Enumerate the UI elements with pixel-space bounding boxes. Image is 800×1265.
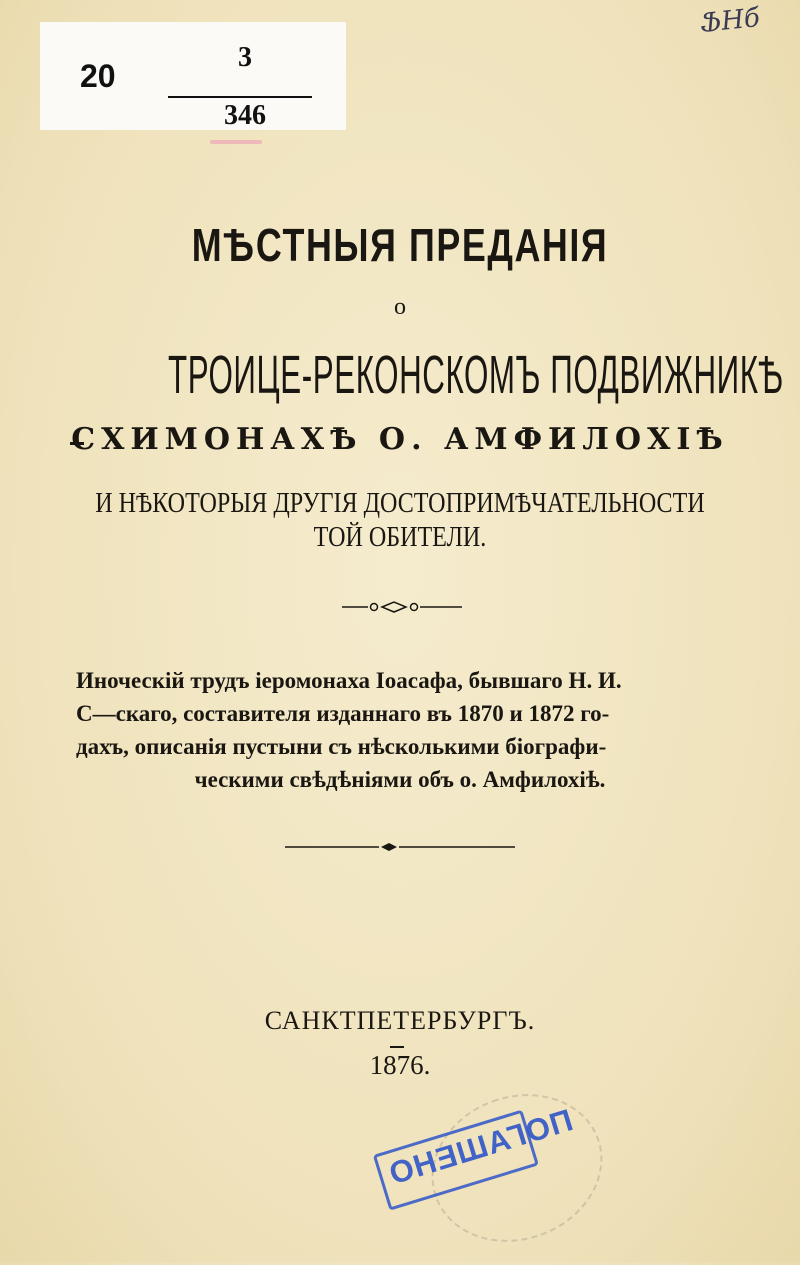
description-line-4: ческими свѣдѣніями объ о. Амфилохіѣ. bbox=[194, 767, 606, 792]
ornament-divider bbox=[342, 600, 462, 614]
shelf-numerator: 3 bbox=[238, 42, 252, 73]
description-line-2: С—скаго, составителя изданнаго въ 1870 и 1872 го- bbox=[76, 701, 610, 726]
shelf-denominator: 346 bbox=[224, 100, 266, 131]
imprint-year: 1876. bbox=[369, 1050, 431, 1080]
description-line-1: Иноческій трудъ іеромонаха Іоасафа, бывшаго Н. И. bbox=[76, 668, 622, 693]
shelf-fraction-line bbox=[168, 96, 312, 98]
page-title: МѢСТНЫЯ ПРЕДАНІЯ bbox=[191, 219, 609, 271]
preposition: о bbox=[394, 294, 406, 320]
library-shelf-label bbox=[40, 22, 346, 130]
imprint-dash bbox=[390, 1046, 404, 1048]
subtitle-line-2: ТОЙ ОБИТЕЛИ. bbox=[313, 522, 487, 553]
subject-name: СХИМОНАХѢ О. АМФИЛОХІѢ bbox=[71, 422, 729, 457]
subject-heading: ТРОИЦЕ-РЕКОНСКОМЪ ПОДВИЖНИКѢ bbox=[168, 345, 784, 405]
ornament-divider-2 bbox=[285, 842, 515, 852]
shelf-label-mark bbox=[210, 140, 262, 144]
stamp-text: ПОГАШЕНО bbox=[384, 1102, 577, 1192]
description-line-3: дахъ, описанія пустыни съ нѣсколькими біографи- bbox=[76, 734, 607, 759]
handwritten-corner-note: ՖHб bbox=[698, 2, 762, 40]
subtitle-line-1: И НѢКОТОРЫЯ ДРУГІЯ ДОСТОПРИМѢЧАТЕЛЬНОСТИ bbox=[95, 488, 705, 519]
shelf-prefix: 20 bbox=[80, 58, 116, 94]
imprint-city: САНКТПЕТЕРБУРГЪ. bbox=[264, 1006, 536, 1035]
